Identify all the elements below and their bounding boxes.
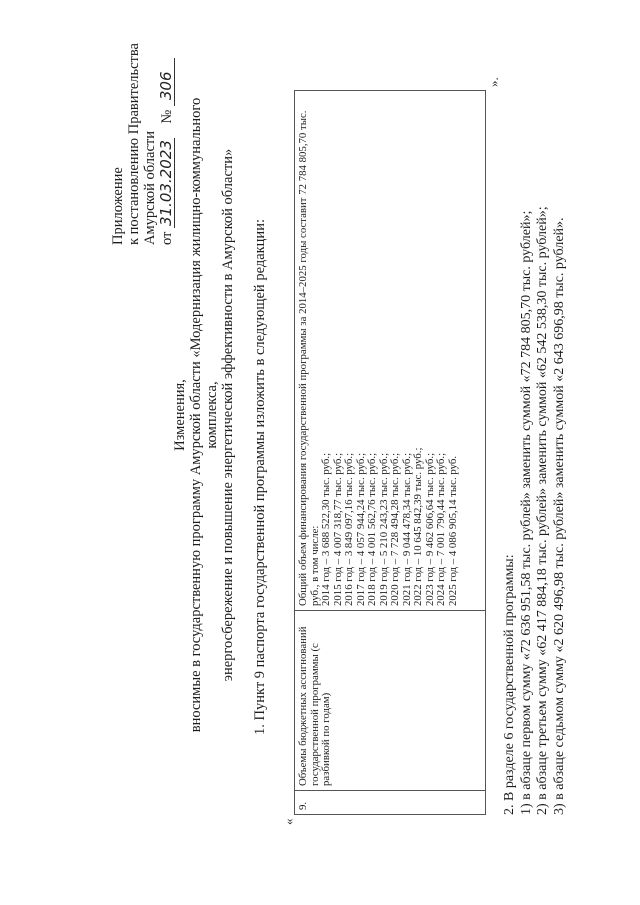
appendix-line-1: Приложение [110, 167, 126, 245]
financing-year: 2025 год – 4 086 905,14 тыс. руб. [446, 455, 459, 606]
financing-year: 2024 год – 7 001 790,44 тыс. руб.; [435, 452, 447, 606]
section-6-block [502, 206, 568, 815]
row-label: Объемы бюджетных ассигнований государственной программы (с разбивкой по годам) [295, 611, 486, 791]
financing-year: 2019 год – 5 210 243,23 тыс. руб.; [377, 452, 390, 606]
title-line-1: вносимые в государственную программу Амурской области «Модернизация жилищно-коммунального комплекса, [188, 97, 220, 733]
financing-intro: Общий объем финансирования государственной программы за 2014–2025 годы составит 72 784 805,70 тыс. руб., в том числе: [297, 110, 321, 606]
financing-year: 2022 год – 10 645 842,39 тыс. руб.; [412, 447, 424, 606]
financing-year: 2023 год – 9 462 606,64 тыс. руб.; [423, 452, 436, 606]
date-prefix: от [159, 231, 175, 245]
row-number: 9. [295, 791, 486, 815]
appendix-block [110, 43, 175, 245]
number-prefix: № [159, 109, 175, 124]
financing-year: 2017 год – 4 057 944,24 тыс. руб.; [354, 452, 367, 606]
item-1-text: 1. Пункт 9 паспорта государственной программы изложить в следующей редакции: [252, 219, 268, 735]
quote-close: ». [486, 77, 501, 87]
appendix-line-2: к постановлению Правительства [126, 43, 142, 245]
section-6-item: 1) в абзаце первом сумму «72 636 951,58 тыс. рублей» заменить суммой «72 784 805,70 тыс. рублей»; [518, 210, 534, 815]
document-title [172, 65, 236, 765]
financing-year: 2020 год – 7 728 494,28 тыс. руб.; [389, 452, 401, 606]
financing-year: 2018 год – 4 001 562,76 тыс. руб.; [366, 452, 378, 606]
passport-table [294, 90, 486, 815]
financing-year: 2014 год – 3 688 522,30 тыс. руб.; [320, 452, 332, 606]
appendix-line-3: Амурской области [142, 131, 158, 245]
title-heading: Изменения, [172, 379, 188, 451]
title-line-2: энергосбережение и повышение энергетической эффективности в Амурской области» [220, 148, 236, 682]
financing-year: 2015 год – 4 007 318,77 тыс. руб.; [331, 452, 344, 606]
handwritten-number: 306 [158, 58, 175, 106]
section-6-item: 3) в абзаце седьмом сумму «2 620 496,98 тыс. рублей» заменить суммой «2 643 696,98 тыс. рублей». [551, 217, 567, 815]
financing-cell [295, 91, 486, 611]
quote-open: « [281, 818, 296, 825]
financing-year: 2016 год – 3 849 097,16 тыс. руб.; [343, 452, 355, 606]
financing-year: 2021 год – 9 044 478,34 тыс. руб.; [400, 452, 413, 606]
section-6-header: 2. В разделе 6 государственной программы: [502, 554, 517, 815]
handwritten-date: 31.03.2023 [157, 140, 175, 226]
table-row [295, 91, 486, 815]
section-6-item: 2) в абзаце третьем сумму «62 417 884,18 тыс. рублей» заменить суммой «62 542 538,30 тыс. рублей»; [535, 206, 550, 815]
